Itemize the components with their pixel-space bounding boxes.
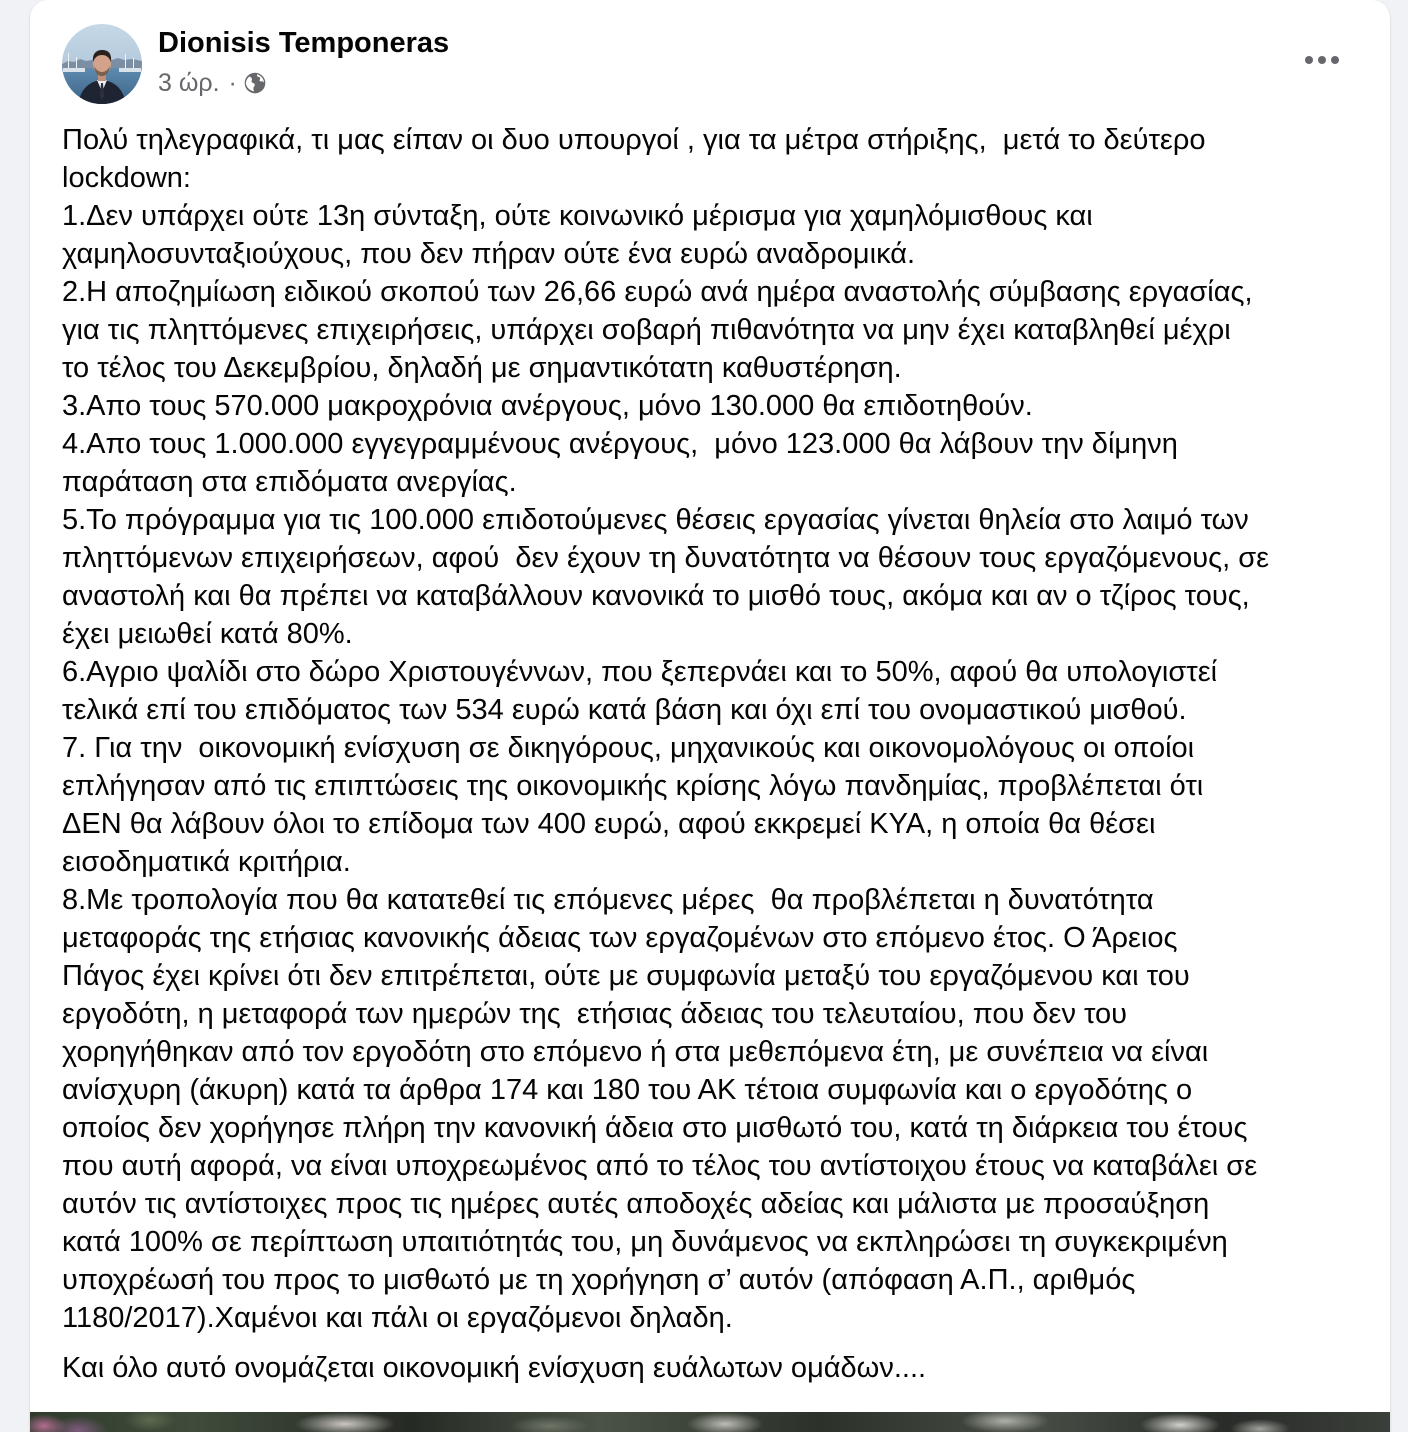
post-text-line: 3.Απο τους 570.000 μακροχρόνια ανέργους, μόνο 130.000 θα επιδοτηθούν. (62, 390, 1033, 422)
post-card (30, 0, 1390, 1432)
post-text-line: κατά 100% σε περίπτωση υπαιτιότητάς του, μη δυνάμενος να εκπληρώσει τη συγκεκριμένη (62, 1226, 1228, 1258)
meta-separator: · (228, 68, 237, 97)
post-text-line: πληττόμενων επιχειρήσεων, αφού δεν έχουν τη δυνατότητα να θέσουν τους εργαζόμενους, σε (62, 542, 1270, 574)
post-text-line: 7. Για την οικονομική ενίσχυση σε δικηγόρους, μηχανικούς και οικονομολόγους οι οποίοι (62, 732, 1195, 764)
post-text-line: τελικά επί του επιδόματος των 534 ευρώ κατά βάση και όχι επί του ονομαστικού μισθού. (62, 694, 1187, 726)
post-body (62, 121, 1372, 1387)
post-text-line: έχει μειωθεί κατά 80%. (62, 618, 353, 650)
more-options-icon (1305, 56, 1313, 64)
post-text-line: 6.Αγριο ψαλίδι στο δώρο Χριστουγέννων, που ξεπερνάει και το 50%, αφού θα υπολογιστεί (62, 656, 1218, 688)
post-image[interactable] (30, 1412, 1390, 1432)
post-text-line: εισοδηματικά κριτήρια. (62, 846, 351, 878)
post-text-line: υποχρέωσή του προς το μισθωτό με τη χορήγηση σ’ αυτόν (απόφαση Α.Π., αριθμός (62, 1264, 1136, 1296)
post-text-line: 5.Το πρόγραμμα για τις 100.000 επιδοτούμενες θέσεις εργασίας γίνεται θηλεία στο λαιμό των (62, 504, 1249, 536)
post-text-line: παράταση στα επιδόματα ανεργίας. (62, 466, 517, 498)
post-text-line: χαμηλοσυνταξιούχους, που δεν πήραν ούτε ένα ευρώ αναδρομικά. (62, 238, 916, 270)
post-text-line: Πολύ τηλεγραφικά, τι μας είπαν οι δυο υπουργοί , για τα μέτρα στήριξης, μετά το δεύτερο (62, 124, 1206, 156)
author-name[interactable]: Dionisis Temponeras (158, 27, 450, 59)
post-text-line: που αυτή αφορά, να είναι υποχρεωμένος από το τέλος του αντίστοιχου έτους να καταβάλει σε (62, 1150, 1258, 1182)
post-text-line: 8.Με τροπολογία που θα κατατεθεί τις επόμενες μέρες θα προβλέπεται η δυνατότητα (62, 884, 1154, 916)
more-options-icon (1331, 56, 1339, 64)
post-text-line: αναστολή και θα πρέπει να καταβάλλουν κανονικά το μισθό τους, ακόμα και αν ο τζίρος τους, (62, 580, 1250, 612)
post-text-line: 2.Η αποζημίωση ειδικού σκοπού των 26,66 ευρώ ανά ημέρα αναστολής σύμβασης εργασίας, (62, 276, 1253, 308)
post-text-line: το τέλος του Δεκεμβρίου, δηλαδή με σημαντικότατη καθυστέρηση. (62, 352, 902, 384)
post-text-line: χορηγήθηκαν από τον εργοδότη στο επόμενο ή στα μεθεπόμενα έτη, με συνέπεια να είναι (62, 1036, 1209, 1068)
post-text-line: μεταφοράς της ετήσιας κανονικής άδειας των εργαζομένων στο επόμενο έτος. Ο Άρειος (62, 922, 1178, 954)
post-text-line: ΔΕΝ θα λάβουν όλοι το επίδομα των 400 ευρώ, αφού εκκρεμεί ΚΥΑ, η οποία θα θέσει (62, 808, 1156, 840)
post-text-line: αυτόν τις αντίστοιχες προς τις ημέρες αυτές αποδοχές αδείας και μάλιστα με προσαύξηση (62, 1188, 1210, 1220)
post-timestamp[interactable]: 3 ώρ. (158, 68, 220, 97)
post-text-line: οποίος δεν χορήγησε πλήρη την κανονική άδεια στο μισθωτό του, κατά τη διάρκεια του έτους (62, 1112, 1248, 1144)
post-text-line: για τις πληττόμενες επιχειρήσεις, υπάρχει σοβαρή πιθανότητα να μην έχει καταβληθεί μέχρι (62, 314, 1231, 346)
post-text-line: εργοδότη, η μεταφορά των ημερών της ετήσιας άδειας του τελευταίου, που δεν του (62, 998, 1128, 1030)
post-text-line: επλήγησαν από τις επιπτώσεις της οικονομικής κρίσης λόγω πανδημίας, προβλέπεται ότι (62, 770, 1204, 802)
author-avatar[interactable] (62, 24, 142, 104)
post-meta (158, 67, 266, 99)
globe-icon (244, 72, 266, 94)
post-text-line: 1180/2017).Χαμένοι και πάλι οι εργαζόμενοι δηλαδη. (62, 1302, 733, 1334)
post-text-line: 1.Δεν υπάρχει ούτε 13η σύνταξη, ούτε κοινωνικό μέρισμα για χαμηλόμισθους και (62, 200, 1093, 232)
more-options-icon (1318, 56, 1326, 64)
more-options-button[interactable] (1300, 38, 1344, 82)
post-text-line: lockdown: (62, 162, 191, 194)
post-text-line: ανίσχυρη (άκυρη) κατά τα άρθρα 174 και 180 του ΑΚ τέτοια συμφωνία και ο εργοδότης ο (62, 1074, 1193, 1106)
post-text-line: Και όλο αυτό ονομάζεται οικονομική ενίσχυση ευάλωτων ομάδων.... (62, 1352, 927, 1384)
post-paragraph (62, 1349, 1372, 1387)
post-text-line: Πάγος έχει κρίνει ότι δεν επιτρέπεται, ούτε με συμφωνία μεταξύ του εργαζόμενου και του (62, 960, 1190, 992)
post-paragraph (62, 121, 1372, 1337)
post-text-line: 4.Απο τους 1.000.000 εγγεγραμμένους ανέργους, μόνο 123.000 θα λάβουν την δίμηνη (62, 428, 1178, 460)
